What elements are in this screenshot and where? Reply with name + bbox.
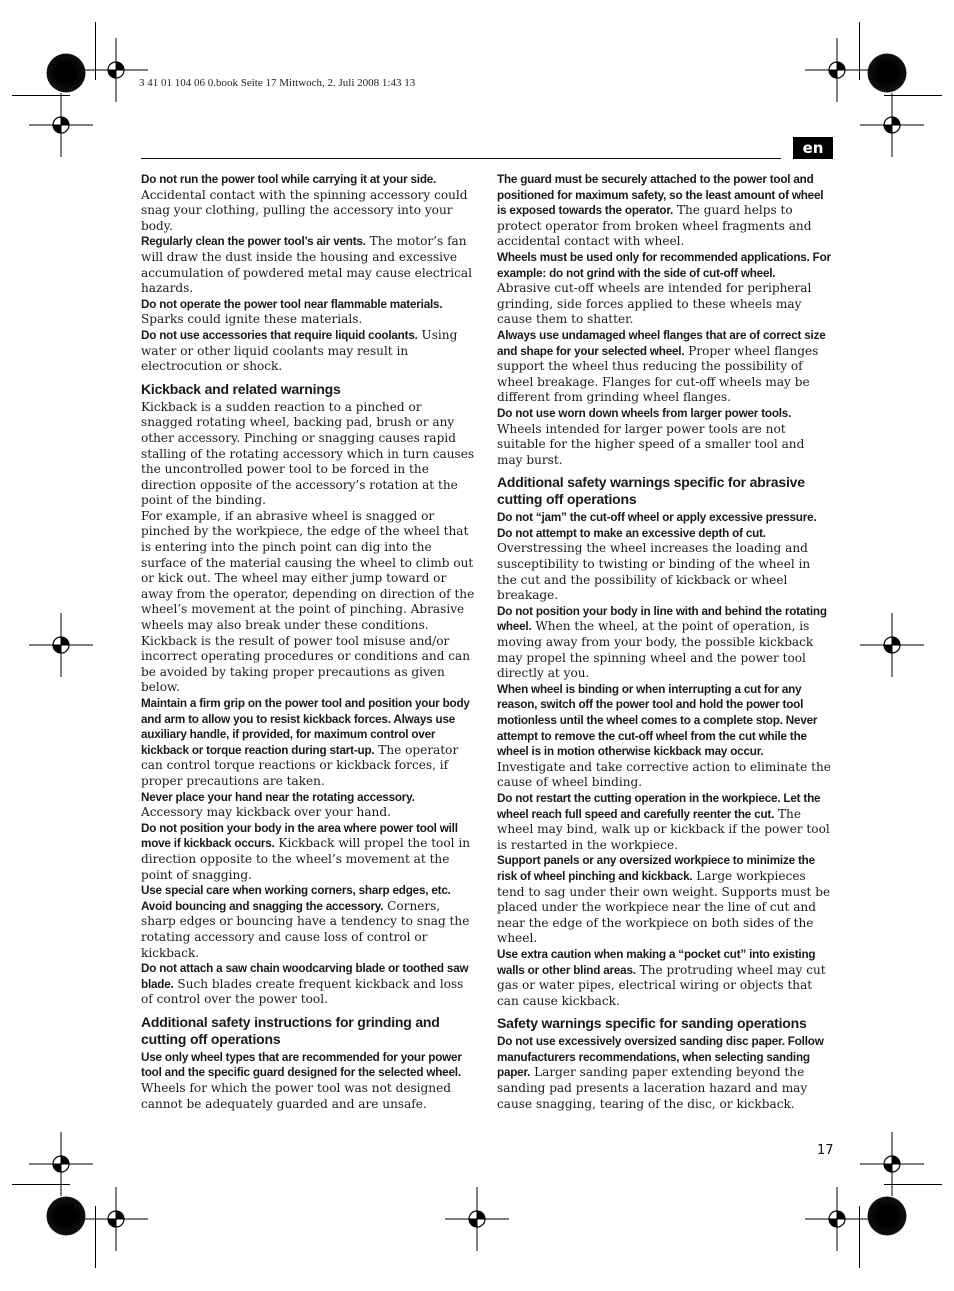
warning-lead: Use only wheel types that are recommended for your power tool and the specific guard designed for the selected wheel. bbox=[141, 1050, 462, 1080]
paragraph bbox=[141, 297, 475, 328]
warning-lead: Support panels or any oversized workpiece to minimize the risk of wheel pinching and kickback. bbox=[497, 854, 815, 883]
paragraph bbox=[141, 1050, 475, 1112]
paragraph-text: Sparks could ignite these materials. bbox=[141, 312, 363, 327]
paragraph-text: The guard helps to protect operator from broken wheel fragments and accidental contact with wheel. bbox=[497, 203, 812, 249]
page-number: 17 bbox=[817, 1143, 834, 1158]
paragraph bbox=[141, 328, 475, 375]
paragraph-text: Overstressing the wheel increases the loading and susceptibility to twisting or binding of the wheel in the cut and the possibility of kickback or wheel breakage. bbox=[497, 541, 811, 603]
paragraph-text: Larger sanding paper extending beyond the sanding pad presents a laceration hazard and may cause snagging, tearing of the disc, or kickback. bbox=[497, 1065, 808, 1111]
crosshair-target-icon bbox=[84, 38, 148, 102]
warning-lead: The guard must be securely attached to the power tool and positioned for maximum safety, so the least amount of wheel is exposed towards the operator. bbox=[497, 173, 824, 218]
paragraph bbox=[497, 682, 831, 791]
crosshair-target-icon bbox=[860, 93, 924, 157]
crosshair-target-icon bbox=[860, 613, 924, 677]
paragraph-text: Large workpieces tend to sag under their own weight. Supports must be placed under the workpiece near the line of cut and near the edge of the workpiece on both sides of the wheel. bbox=[497, 868, 831, 946]
section-heading: Additional safety instructions for grinding and cutting off operations bbox=[141, 1013, 440, 1047]
warning-lead: Do not operate the power tool near flammable materials. bbox=[141, 297, 443, 311]
warning-lead: Do not use worn down wheels from larger power tools. bbox=[497, 406, 792, 420]
paragraph-text: Accessory may kickback over your hand. bbox=[141, 805, 391, 820]
warning-lead: Do not position your body in the area where power tool will move if kickback occurs. bbox=[141, 821, 458, 851]
paragraph bbox=[141, 961, 475, 1008]
paragraph-text: Accidental contact with the spinning accessory could snag your clothing, pulling the accessory into your body. bbox=[141, 187, 468, 233]
left-column bbox=[141, 172, 475, 1112]
section-heading: Kickback and related warnings bbox=[141, 380, 341, 397]
crosshair-target-icon bbox=[860, 1132, 924, 1196]
language-badge: en bbox=[793, 137, 833, 159]
paragraph-text: The operator can control torque reactions or kickback forces, if proper precautions are taken. bbox=[141, 742, 459, 788]
warning-lead: Always use undamaged wheel flanges that are of correct size and shape for your selected wheel. bbox=[497, 328, 826, 358]
paragraph-text: For example, if an abrasive wheel is snagged or pinched by the workpiece, the edge of the wheel that is entering into the pinch point can dig into the surface of the material causing the wheel to climb out or kick out. The wheel may either jump toward or away from the operator, depending on direction of the wheel’s movement at the point of pinching. Abrasive wheels may also break under these conditions. bbox=[141, 508, 475, 633]
paragraph bbox=[141, 634, 475, 696]
warning-lead: Do not position your body in line with and behind the rotating wheel. bbox=[497, 604, 827, 634]
paragraph-text: The wheel may bind, walk up or kickback if the power tool is restarted in the workpiece. bbox=[497, 806, 830, 852]
warning-lead: Do not use excessively oversized sanding disc paper. Follow manufacturers recommendations, when selecting sanding paper. bbox=[497, 1035, 824, 1080]
paragraph bbox=[497, 250, 831, 328]
right-column bbox=[497, 172, 831, 1112]
paragraph bbox=[497, 853, 831, 947]
paragraph-text: Kickback is a sudden reaction to a pinched or snagged rotating wheel, backing pad, brush or any other accessory. Pinching or snagging causes rapid stalling of the rotating accessory which in turn causes the uncontrolled power tool to be forced in the direction opposite of the accessory’s rotation at the point of the binding. bbox=[141, 399, 475, 508]
paragraph-text: Using water or other liquid coolants may result in electrocution or shock. bbox=[141, 327, 458, 374]
warning-lead: When wheel is binding or when interrupting a cut for any reason, switch off the power tool and hold the power tool motionless until the wheel comes to a complete stop. Never attempt to remove the cut-off wheel from the cut while the wheel is in motion otherwise kickback may occur. bbox=[497, 682, 818, 759]
starburst-calibration-icon bbox=[46, 1196, 86, 1236]
paragraph-text: Such blades create frequent kickback and loss of control over the power tool. bbox=[141, 976, 464, 1007]
paragraph bbox=[497, 172, 831, 250]
section-heading: Additional safety warnings specific for abrasive cutting off operations bbox=[497, 474, 805, 508]
paragraph-text: The protruding wheel may cut gas or water pipes, electrical wiring or objects that can cause kickback. bbox=[497, 962, 826, 1008]
paragraph bbox=[141, 509, 475, 634]
paragraph-text: Wheels for which the power tool was not designed cannot be adequately guarded and are unsafe. bbox=[141, 1081, 451, 1111]
paragraph bbox=[141, 790, 475, 821]
paragraph bbox=[141, 821, 475, 883]
starburst-calibration-icon bbox=[867, 1196, 907, 1236]
crosshair-target-icon bbox=[445, 1187, 509, 1251]
paragraph bbox=[141, 696, 475, 790]
warning-lead: Never place your hand near the rotating accessory. bbox=[141, 790, 415, 804]
warning-lead: Maintain a firm grip on the power tool and position your body and arm to allow you to resist kickback forces. Always use auxiliary handle, if provided, for maximum control over kickback or torque reaction during start-up. bbox=[141, 697, 470, 757]
crosshair-target-icon bbox=[29, 93, 93, 157]
starburst-calibration-icon bbox=[46, 53, 86, 93]
section-heading: Safety warnings specific for sanding operations bbox=[497, 1015, 807, 1032]
warning-lead: Wheels must be used only for recommended applications. For example: do not grind with the side of cut-off wheel. bbox=[497, 250, 831, 280]
paragraph-text: Kickback will propel the tool in direction opposite to the wheel’s movement at the point of snagging. bbox=[141, 836, 470, 882]
crosshair-target-icon bbox=[84, 1187, 148, 1251]
paragraph bbox=[497, 406, 831, 468]
file-info-header: 3 41 01 104 06 0.book Seite 17 Mittwoch, 2. Juli 2008 1:43 13 bbox=[139, 77, 416, 89]
paragraph bbox=[497, 791, 831, 853]
paragraph-text: Kickback is the result of power tool misuse and/or incorrect operating procedures or conditions and can be avoided by taking proper precautions as given below. bbox=[141, 633, 470, 695]
warning-lead: Do not restart the cutting operation in the workpiece. Let the wheel reach full speed and carefully reenter the cut. bbox=[497, 791, 821, 821]
paragraph bbox=[497, 604, 831, 682]
warning-lead: Do not “jam” the cut-off wheel or apply excessive pressure. Do not attempt to make an excessive depth of cut. bbox=[497, 511, 817, 540]
warning-lead: Do not use accessories that require liquid coolants. bbox=[141, 328, 418, 342]
paragraph bbox=[141, 234, 475, 296]
warning-lead: Use special care when working corners, sharp edges, etc. Avoid bouncing and snagging the accessory. bbox=[141, 884, 451, 913]
paragraph bbox=[141, 172, 475, 234]
paragraph-text: Proper wheel flanges support the wheel thus reducing the possibility of wheel breakage. Flanges for cut-off wheels may be different from grinding wheel flanges. bbox=[497, 343, 819, 405]
paragraph-text: When the wheel, at the point of operation, is moving away from your body, the possible kickback may propel the spinning wheel and the power tool directly at you. bbox=[497, 619, 814, 681]
warning-lead: Do not attach a saw chain woodcarving blade or toothed saw blade. bbox=[141, 962, 469, 991]
paragraph-text: Abrasive cut-off wheels are intended for peripheral grinding, side forces applied to these wheels may cause them to shatter. bbox=[497, 281, 812, 327]
paragraph bbox=[497, 328, 831, 406]
warning-lead: Do not run the power tool while carrying it at your side. bbox=[141, 173, 437, 186]
paragraph-text: Corners, sharp edges or bouncing have a tendency to snag the rotating accessory and cause loss of control or kickback. bbox=[141, 898, 470, 960]
paragraph bbox=[141, 400, 475, 509]
header-rule bbox=[141, 158, 781, 159]
paragraph-text: Investigate and take corrective action to eliminate the cause of wheel binding. bbox=[497, 759, 831, 790]
paragraph bbox=[497, 947, 831, 1009]
crosshair-target-icon bbox=[29, 613, 93, 677]
paragraph bbox=[497, 1034, 831, 1112]
warning-lead: Use extra caution when making a “pocket cut” into existing walls or other blind areas. bbox=[497, 947, 816, 977]
paragraph bbox=[497, 510, 831, 604]
paragraph-text: The motor’s fan will draw the dust inside the housing and excessive accumulation of powdered metal may cause electrical hazards. bbox=[141, 234, 472, 296]
crosshair-target-icon bbox=[805, 1187, 869, 1251]
paragraph bbox=[141, 883, 475, 961]
paragraph-text: Wheels intended for larger power tools are not suitable for the higher speed of a smaller tool and may burst. bbox=[497, 421, 805, 467]
warning-lead: Regularly clean the power tool’s air vents. bbox=[141, 235, 366, 249]
starburst-calibration-icon bbox=[867, 53, 907, 93]
